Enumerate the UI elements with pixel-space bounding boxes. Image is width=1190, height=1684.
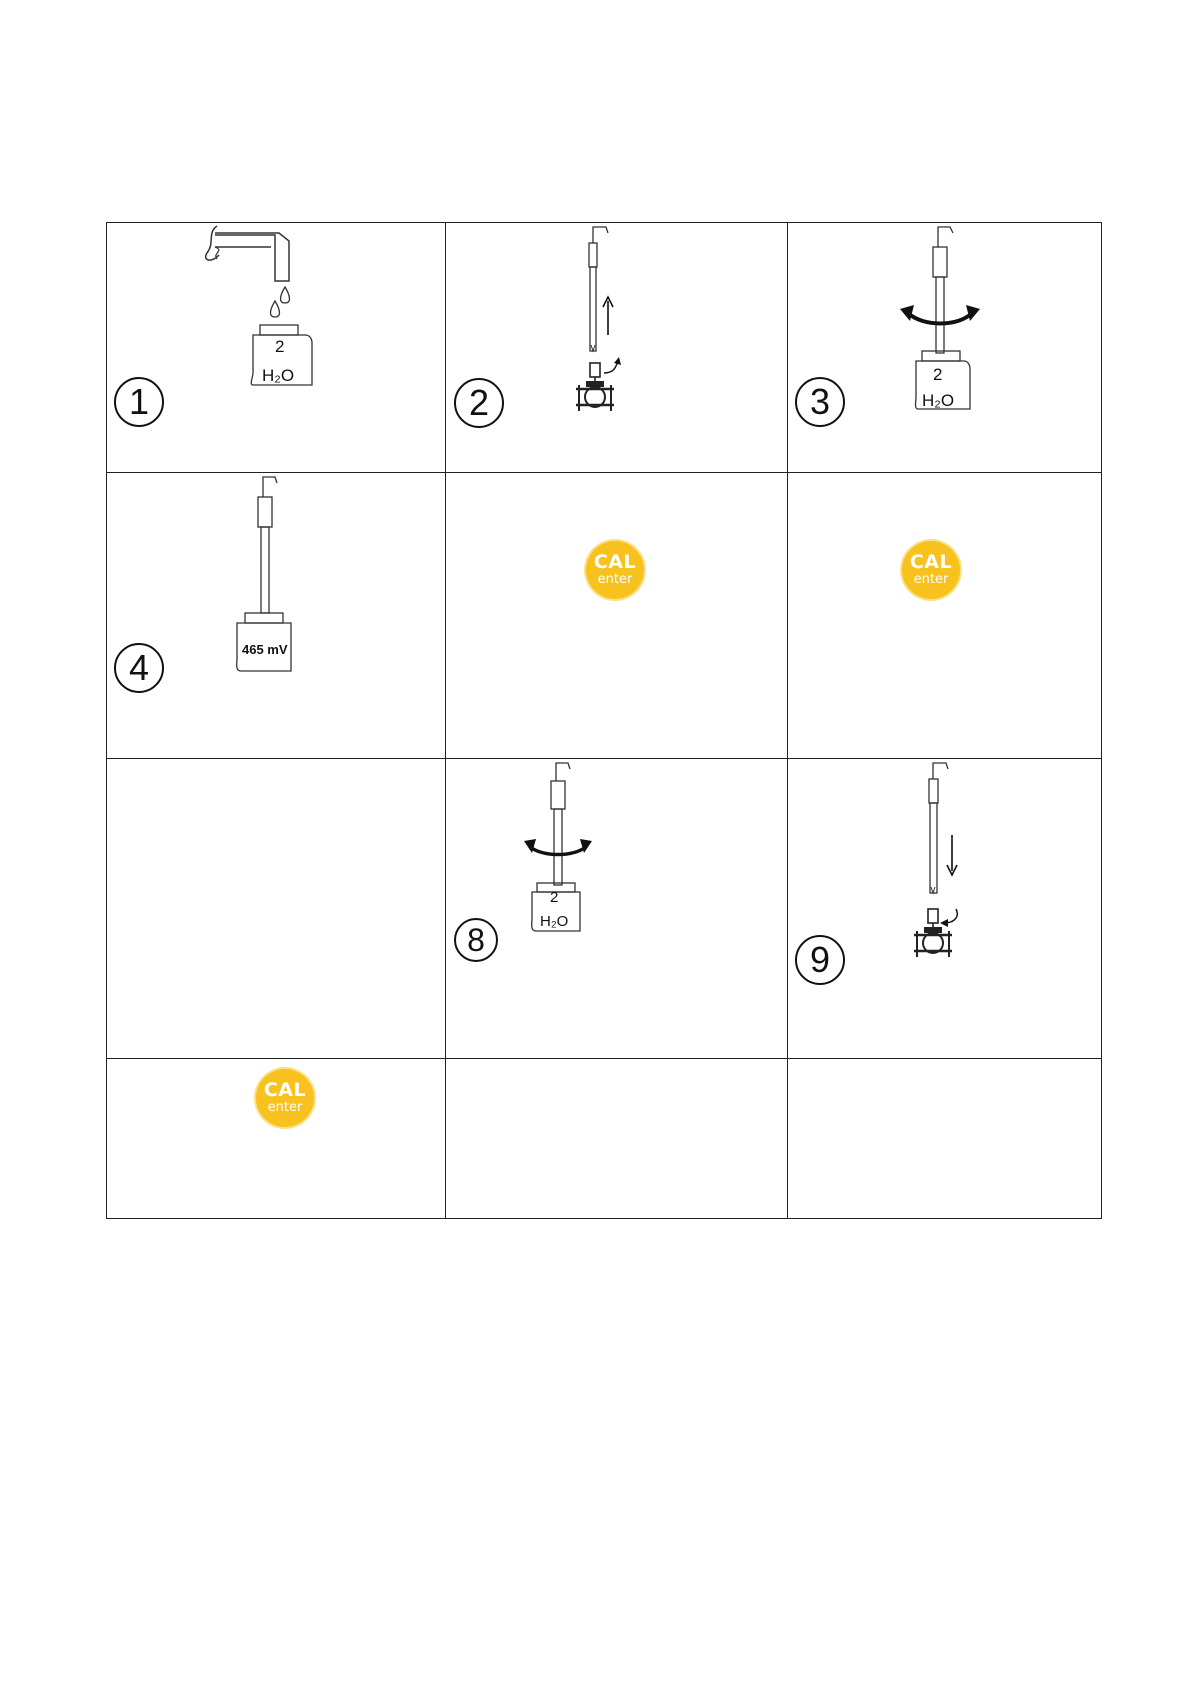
enter-label: enter bbox=[267, 1100, 303, 1115]
cal-label: CAL bbox=[909, 551, 953, 573]
cal-enter-button-icon bbox=[256, 1069, 314, 1127]
bottle-label-mv: 465 mV bbox=[242, 642, 288, 657]
pipe-clamp-icon bbox=[788, 759, 1101, 1058]
bottle-icon bbox=[788, 223, 1101, 472]
bottle-label-top: 2 bbox=[275, 337, 285, 356]
enter-label: enter bbox=[597, 572, 633, 587]
bottle-icon bbox=[107, 473, 445, 758]
cal-enter-button-icon bbox=[902, 541, 960, 599]
step-number-4: 4 bbox=[114, 643, 164, 693]
bottle-label-bottom: H₂O bbox=[262, 366, 295, 385]
pipe-clamp-icon bbox=[446, 223, 787, 472]
bottle-label-bottom: H₂O bbox=[540, 913, 569, 930]
step-number-3: 3 bbox=[795, 377, 845, 427]
cal-label: CAL bbox=[593, 551, 637, 573]
instruction-grid bbox=[106, 222, 1102, 1218]
step-number-8: 8 bbox=[454, 918, 498, 962]
step-number-9: 9 bbox=[795, 935, 845, 985]
bottle-label-bottom: H₂O bbox=[922, 391, 955, 410]
step-cell-12 bbox=[788, 1059, 1102, 1219]
step-cell-7 bbox=[107, 759, 446, 1059]
step-cell-10 bbox=[107, 1059, 446, 1219]
step-cell-3 bbox=[788, 223, 1102, 473]
step-cell-9 bbox=[788, 759, 1102, 1059]
step-cell-8 bbox=[446, 759, 788, 1059]
step-cell-5 bbox=[446, 473, 788, 759]
bottle-label-top: 2 bbox=[550, 889, 559, 906]
step-cell-4 bbox=[107, 473, 446, 759]
cal-label: CAL bbox=[263, 1079, 307, 1101]
cal-enter-button-icon bbox=[586, 541, 644, 599]
step-cell-6 bbox=[788, 473, 1102, 759]
step-cell-1 bbox=[107, 223, 446, 473]
step-number-2: 2 bbox=[454, 378, 504, 428]
bottle-label-top: 2 bbox=[933, 365, 943, 384]
step-cell-2 bbox=[446, 223, 788, 473]
step-number-1: 1 bbox=[114, 377, 164, 427]
bottle-icon bbox=[446, 759, 787, 1058]
enter-label: enter bbox=[913, 572, 949, 587]
step-cell-11 bbox=[446, 1059, 788, 1219]
